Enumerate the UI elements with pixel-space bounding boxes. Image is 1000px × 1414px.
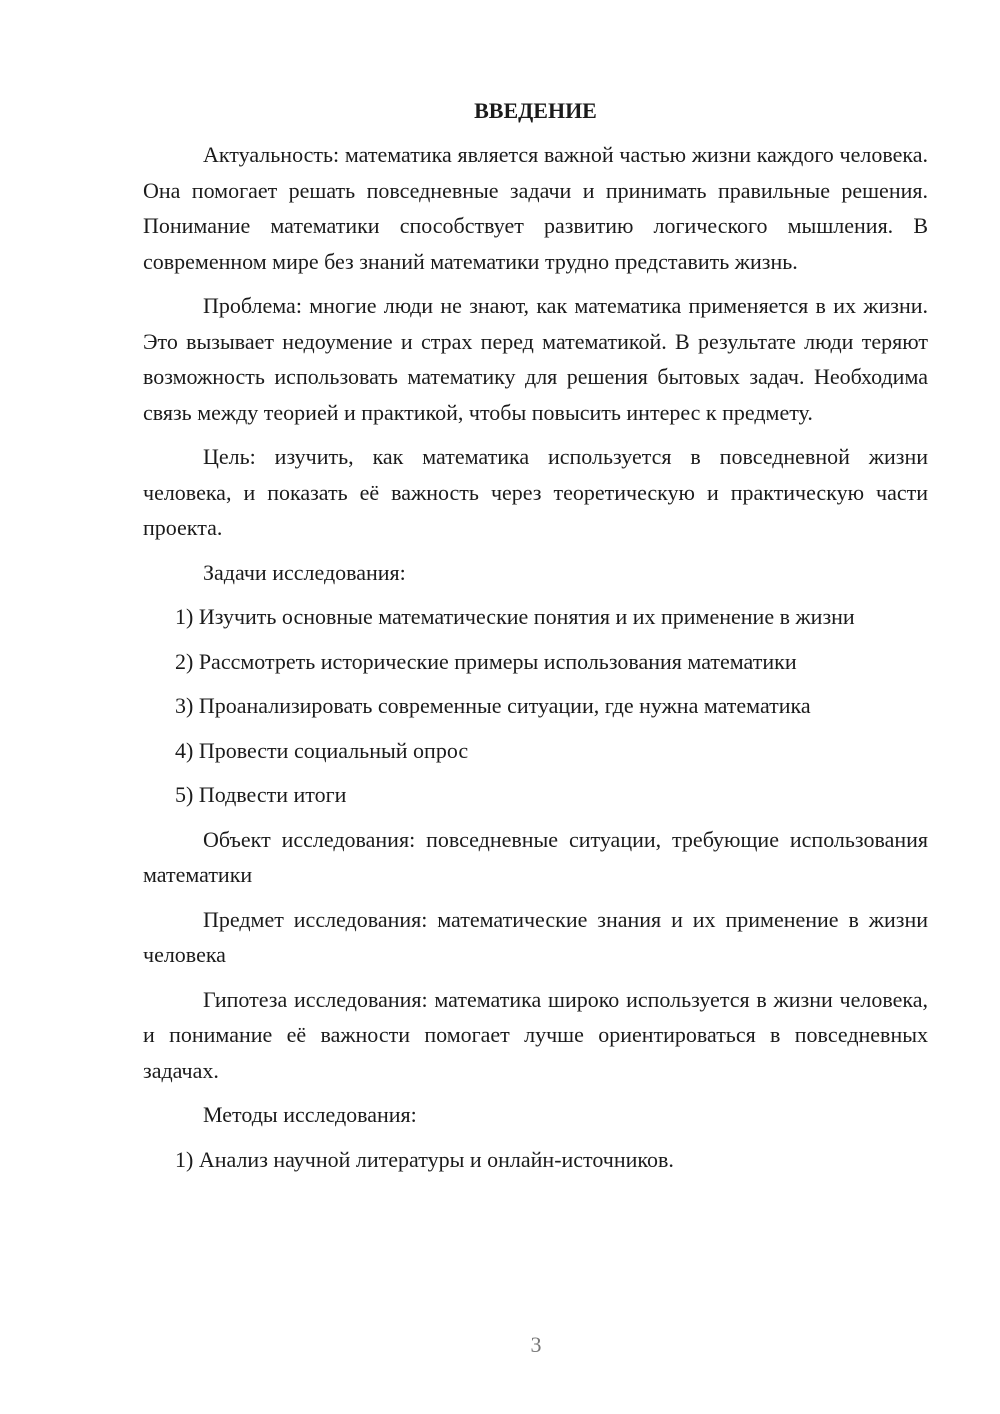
list-item: 2) Рассмотреть исторические примеры использования математики xyxy=(175,648,797,674)
hypothesis-paragraph: Гипотеза исследования: математика широко используется в жизни человека, и понимание её важности помогает лучше ориентироваться в повседневных задачах. xyxy=(143,986,928,1083)
goal-paragraph: Цель: изучить, как математика используется в повседневной жизни человека, и показать её важность через теоретическую и практическую части проекта. xyxy=(143,444,928,540)
page-content xyxy=(143,93,928,1186)
list-item: 1) Анализ научной литературы и онлайн-источников. xyxy=(175,1146,674,1172)
page-number: 3 xyxy=(530,1332,542,1357)
problem-paragraph: Проблема: многие люди не знают, как математика применяется в их жизни. Это вызывает недоумение и страх перед математикой. В результате люди теряют возможность использовать математику для решения бытовых задач. Необходима связь между теорией и практикой, чтобы повысить интерес к предмету. xyxy=(143,293,928,425)
object-paragraph: Объект исследования: повседневные ситуации, требующие использования математики xyxy=(143,826,928,887)
list-item: 1) Изучить основные математические понятия и их применение в жизни xyxy=(175,604,855,629)
list-item: 4) Провести социальный опрос xyxy=(175,737,469,763)
methods-list xyxy=(143,1142,928,1178)
tasks-title: Задачи исследования: xyxy=(203,559,406,585)
subject-paragraph: Предмет исследования: математические знания и их применение в жизни человека xyxy=(143,906,928,967)
methods-title: Методы исследования: xyxy=(203,1102,417,1127)
list-item: 5) Подвести итоги xyxy=(175,782,347,807)
list-item: 3) Проанализировать современные ситуации, где нужна математика xyxy=(175,693,811,718)
page-title: ВВЕДЕНИЕ xyxy=(474,98,597,123)
relevance-paragraph: Актуальность: математика является важной частью жизни каждого человека. Она помогает решать повседневные задачи и принимать правильные решения. Понимание математики способствует развитию логического мышления. В современном мире без знаний математики трудно представить жизнь. xyxy=(143,142,928,274)
tasks-list xyxy=(143,599,928,813)
